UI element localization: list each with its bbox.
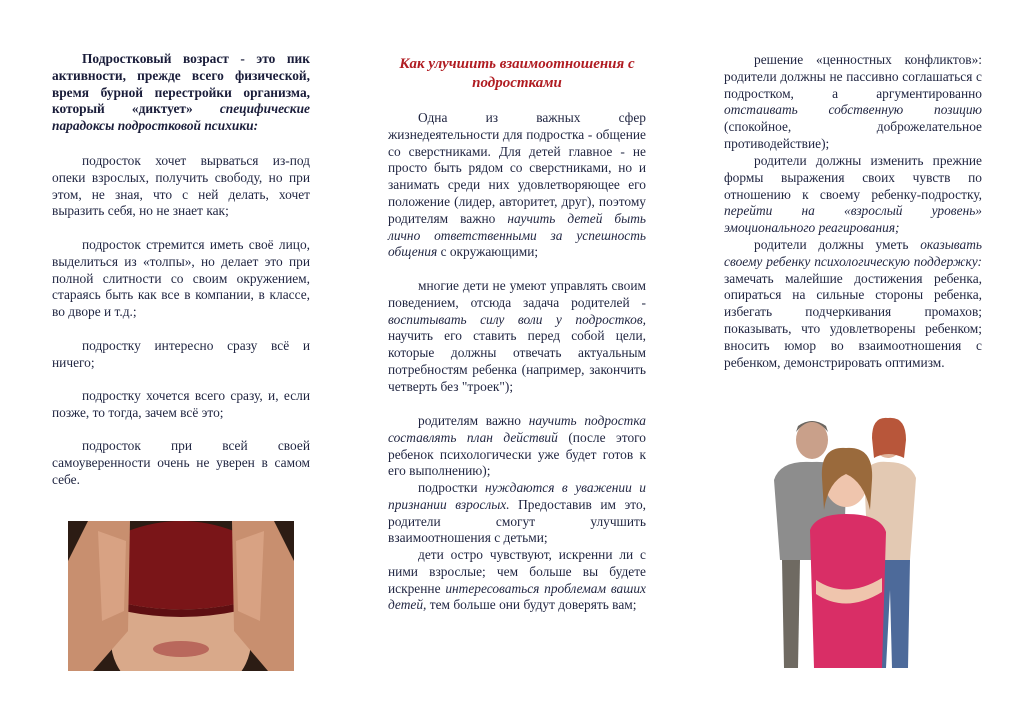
tip-paragraph-1: Одна из важных сфер жизнедеятельности для подростка - общение со сверстниками. Для детей главное - не просто быть рядом со сверстниками, но и занимать среди них удовлетворяющее его положение (лидер, авторитет, друг), поэтому родителям важно научить детей быть лично ответственными за успешность общения с окружающими; (388, 110, 646, 260)
tip-paragraph-4: подростки нуждаются в уважении и признании взрослых. Предоставив им это, родители смогут улучшить взаимоотношения с детьми; (388, 480, 646, 546)
section-title: Как улучшить взаимоотношения с подростками (399, 56, 635, 91)
paradox-item-1: подросток хочет вырваться из-под опеки взрослых, получить свободу, но при этом, не зная, что с ней делать, хочет выразить себя, но не знает как; (52, 153, 310, 219)
family-photo (760, 410, 940, 668)
teen-hat-photo (68, 521, 294, 671)
intro-paragraph (52, 51, 310, 135)
tip-paragraph-3: родителям важно научить подростка составлять план действий (после этого ребенок психологически уже будет готов к его выполнению); (388, 413, 646, 479)
paradox-item-3: подростку интересно сразу всё и ничего; (52, 338, 310, 370)
tip-paragraph-6: решение «ценностных конфликтов»: родители должны не пассивно соглашаться с подростком, а аргументированно отстаивать собственную позицию (спокойное, доброжелательное противодействие); (724, 52, 982, 151)
tip-paragraph-8: родители должны уметь оказывать своему ребенку психологическую поддержку: замечать малейшие достижения ребенка, опираться на сильные стороны ребенка, избегать подчеркивания промахов; показывать, что удовлетворены ребенком; вносить юмор во взаимоотношения с ребенком, демонстрировать оптимизм. (724, 237, 982, 370)
paradox-item-2: подросток стремится иметь своё лицо, выделиться из «толпы», но делает это при полной слитности со своим окружением, стараясь быть как все в компании, в классе, во дворе и т.д.; (52, 237, 310, 320)
paradox-item-4: подростку хочется всего сразу, и, если позже, то тогда, зачем всё это; (52, 388, 310, 420)
tip-paragraph-2: многие дети не умеют управлять своим поведением, отсюда задача родителей - воспитывать силу воли у подростков, научить его ставить перед собой цели, которые должны отвечать актуальным потребностям ребенка (например, закончить четверть без "троек"); (388, 278, 646, 394)
intro-bold-text: Подростковый возраст - это пик активности, прежде всего физической, время бурной перестройки организма, который «диктует» (52, 51, 310, 117)
intro-italic-text: специфические парадоксы подростковой психики: (52, 101, 310, 134)
tip-paragraph-7: родители должны изменить прежние формы выражения своих чувств по отношению к своему ребенку-подростку, перейти на «взрослый уровень» эмоционального реагирования; (724, 153, 982, 236)
tip-paragraph-5: дети остро чувствуют, искренни ли с ними взрослые; чем больше вы будете искренне интересоваться проблемам ваших детей, тем больше они будут доверять вам; (388, 547, 646, 613)
paradox-item-5: подросток при всей своей самоуверенности очень не уверен в самом себе. (52, 438, 310, 487)
